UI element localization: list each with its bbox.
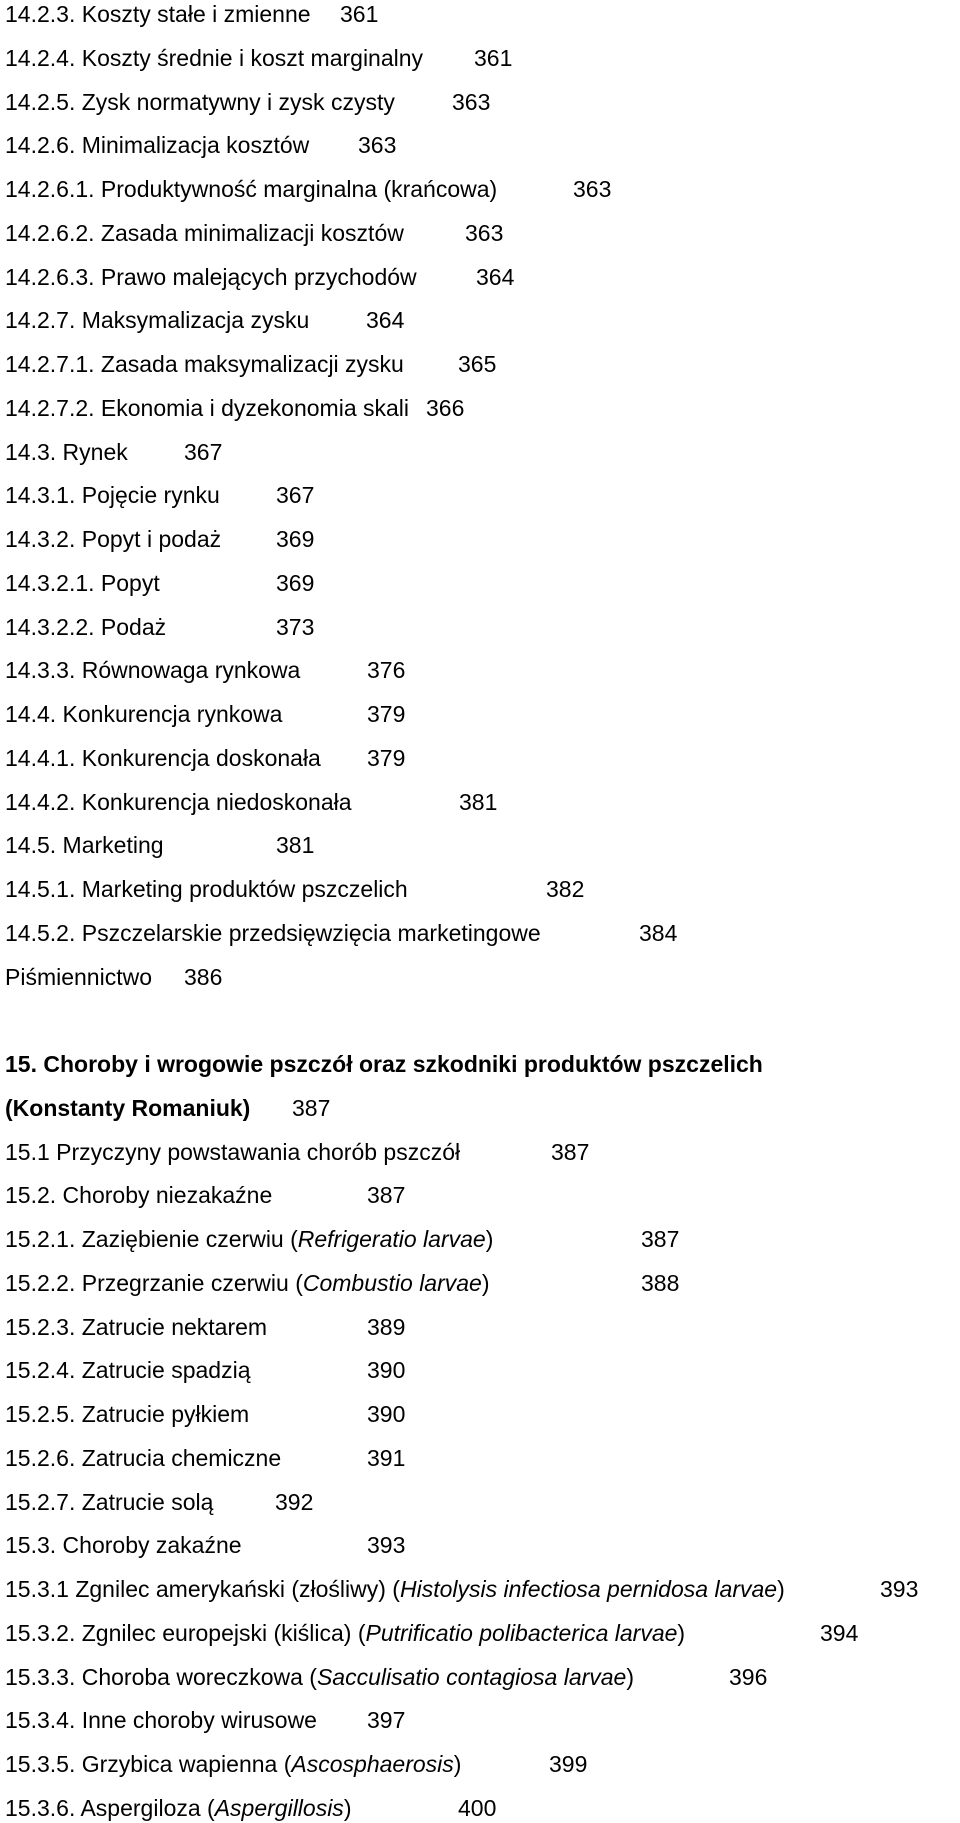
toc-entry: 14.2.4. Koszty średnie i koszt marginalny 361 (5, 45, 513, 71)
toc-entry: 14.3.3. Równowaga rynkowa 376 (5, 657, 406, 683)
toc-entry: 14.3.1. Pojęcie rynku 367 (5, 482, 315, 508)
toc-entry: 14.5.1. Marketing produktów pszczelich 382 (5, 876, 585, 902)
toc-entry: 14.2.5. Zysk normatywny i zysk czysty 363 (5, 89, 491, 115)
toc-entry: Piśmiennictwo 386 (5, 964, 223, 990)
toc-entry: 15.2.3. Zatrucie nektarem 389 (5, 1314, 406, 1340)
toc-entry: 14.3.2.2. Podaż 373 (5, 614, 315, 640)
toc-entry: 14.3. Rynek 367 (5, 439, 223, 465)
chapter-heading: 15. Choroby i wrogowie pszczół oraz szkodniki produktów pszczelich (5, 1051, 763, 1077)
chapter-author: (Konstanty Romaniuk) 387 (5, 1095, 331, 1121)
toc-entry: 14.2.3. Koszty stałe i zmienne 361 (5, 1, 379, 27)
toc-entry: 14.2.7.2. Ekonomia i dyzekonomia skali 366 (5, 395, 465, 421)
toc-entry: 14.3.2.1. Popyt 369 (5, 570, 315, 596)
toc-entry: 14.5.2. Pszczelarskie przedsięwzięcia marketingowe 384 (5, 920, 678, 946)
toc-entry: 15.3.2. Zgnilec europejski (kiślica) (Putrificatio polibacterica larvae) 394 (5, 1620, 859, 1646)
toc-entry: 14.4. Konkurencja rynkowa 379 (5, 701, 406, 727)
toc-entry: 15.3.6. Aspergiloza (Aspergillosis) 400 (5, 1795, 497, 1821)
toc-entry: 15.1 Przyczyny powstawania chorób pszczół 387 (5, 1139, 590, 1165)
toc-entry: 14.2.6.1. Produktywność marginalna (krańcowa) 363 (5, 176, 612, 202)
toc-entry: 14.2.6.3. Prawo malejących przychodów 364 (5, 264, 515, 290)
toc-entry: 14.2.7.1. Zasada maksymalizacji zysku 365 (5, 351, 497, 377)
toc-entry: 15.2.2. Przegrzanie czerwiu (Combustio larvae) 388 (5, 1270, 680, 1296)
toc-entry: 14.5. Marketing 381 (5, 832, 315, 858)
toc-entry: 14.2.6. Minimalizacja kosztów 363 (5, 132, 397, 158)
toc-entry: 14.4.1. Konkurencja doskonała 379 (5, 745, 406, 771)
toc-entry: 15.2.7. Zatrucie solą 392 (5, 1489, 314, 1515)
toc-entry: 14.2.7. Maksymalizacja zysku 364 (5, 307, 405, 333)
toc-entry: 15.3.5. Grzybica wapienna (Ascosphaerosis) 399 (5, 1751, 588, 1777)
toc-entry: 14.2.6.2. Zasada minimalizacji kosztów 363 (5, 220, 504, 246)
toc-entry: 15.3.3. Choroba woreczkowa (Sacculisatio contagiosa larvae) 396 (5, 1664, 768, 1690)
toc-entry: 15.2.1. Zaziębienie czerwiu (Refrigeratio larvae) 387 (5, 1226, 680, 1252)
toc-entry: 15.3.4. Inne choroby wirusowe 397 (5, 1707, 406, 1733)
toc-entry: 14.3.2. Popyt i podaż 369 (5, 526, 315, 552)
toc-entry: 15.2.6. Zatrucia chemiczne 391 (5, 1445, 406, 1471)
toc-entry: 15.2. Choroby niezakaźne 387 (5, 1182, 406, 1208)
toc-entry: 15.3.1 Zgnilec amerykański (złośliwy) (Histolysis infectiosa pernidosa larvae) 393 (5, 1576, 919, 1602)
toc-entry: 15.3. Choroby zakaźne 393 (5, 1532, 406, 1558)
toc-entry: 15.2.4. Zatrucie spadzią 390 (5, 1357, 406, 1383)
toc-entry: 14.4.2. Konkurencja niedoskonała 381 (5, 789, 498, 815)
toc-entry: 15.2.5. Zatrucie pyłkiem 390 (5, 1401, 406, 1427)
